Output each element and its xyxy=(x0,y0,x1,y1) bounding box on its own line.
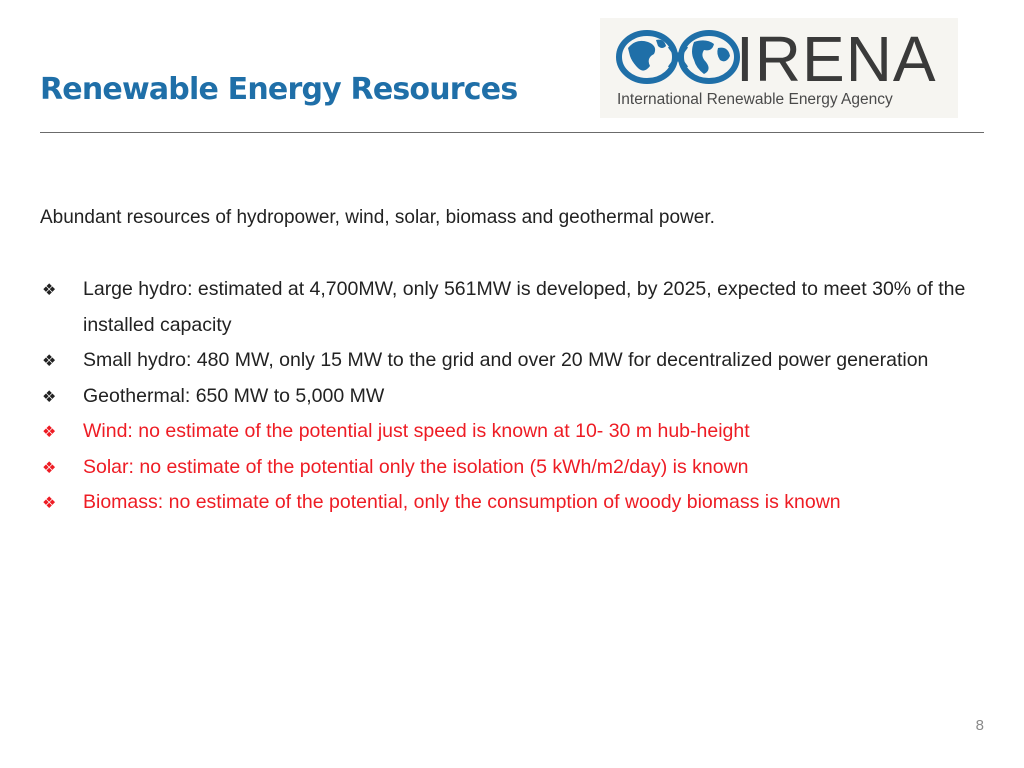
bullet-item xyxy=(40,379,990,415)
diamond-bullet-icon: ❖ xyxy=(42,457,57,477)
bullet-text: Biomass: no estimate of the potential, only the consumption of woody biomass is known xyxy=(83,491,841,513)
bullet-item xyxy=(40,450,990,486)
irena-logo xyxy=(600,18,958,118)
bullet-text: Geothermal: 650 MW to 5,000 MW xyxy=(83,384,385,407)
page-number: 8 xyxy=(975,717,984,734)
bullet-text: Wind: no estimate of the potential just speed is known at 10- 30 m hub-height xyxy=(83,420,750,442)
globe-infinity-icon xyxy=(614,26,742,88)
diamond-bullet-icon: ❖ xyxy=(42,386,57,406)
bullet-item xyxy=(40,272,990,343)
bullet-text: Small hydro: 480 MW, only 15 MW to the grid and over 20 MW for decentralized power generation xyxy=(83,349,929,371)
diamond-bullet-icon: ❖ xyxy=(42,280,57,299)
logo-tagline: International Renewable Energy Agency xyxy=(617,91,893,108)
intro-text: Abundant resources of hydropower, wind, solar, biomass and geothermal power. xyxy=(40,207,715,228)
bullet-item xyxy=(40,343,990,379)
title-divider xyxy=(40,132,984,133)
bullet-text: Solar: no estimate of the potential only the isolation (5 kWh/m2/day) is known xyxy=(83,455,749,478)
bullet-text: Large hydro: estimated at 4,700MW, only 561MW is developed, by 2025, expected to meet 30% of the installed capacity xyxy=(83,278,966,336)
diamond-bullet-icon: ❖ xyxy=(42,351,57,370)
diamond-bullet-icon: ❖ xyxy=(42,422,57,441)
bullet-item xyxy=(40,414,990,450)
logo-wordmark: IRENA xyxy=(736,23,937,95)
bullet-item xyxy=(40,485,990,521)
resource-bullet-list xyxy=(40,272,990,521)
slide-title: Renewable Energy Resources xyxy=(40,72,518,107)
diamond-bullet-icon: ❖ xyxy=(42,493,57,512)
